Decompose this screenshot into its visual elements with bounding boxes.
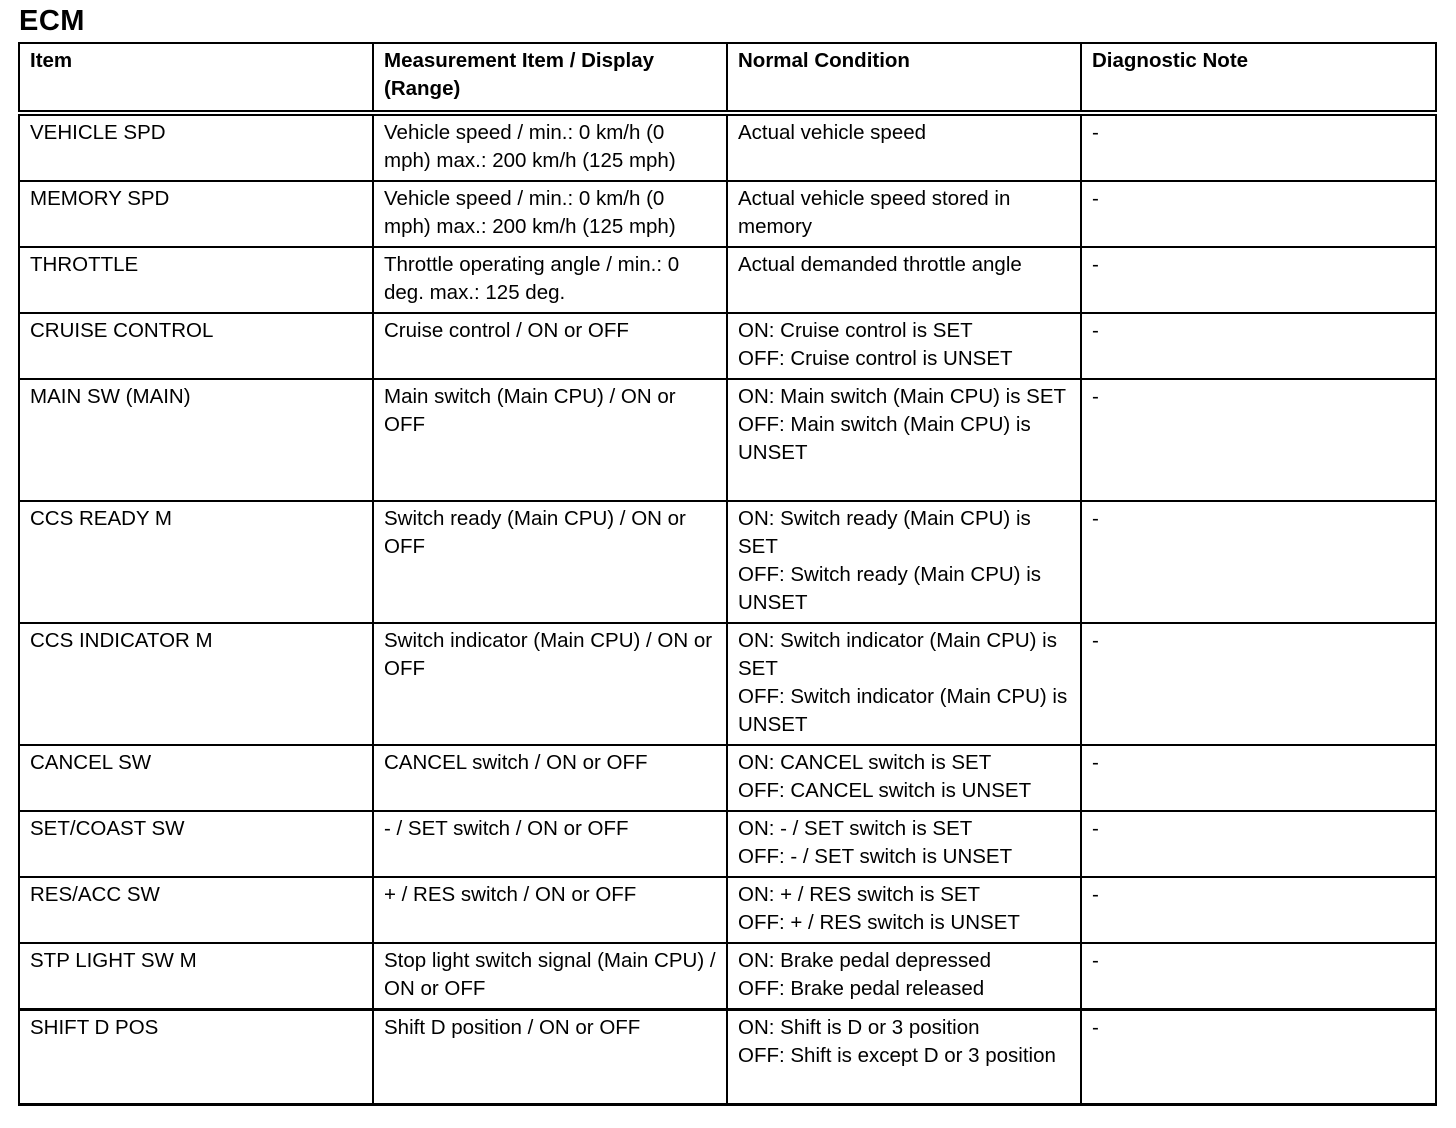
measurement-cell: Shift D position / ON or OFF xyxy=(373,1010,727,1105)
condition-cell: Actual demanded throttle angle xyxy=(727,247,1081,313)
condition-cell: ON: Brake pedal depressed OFF: Brake pedal released xyxy=(727,943,1081,1010)
item-cell: SHIFT D POS xyxy=(19,1010,373,1105)
header-normal-condition: Normal Condition xyxy=(727,43,1081,113)
table-row xyxy=(19,501,1436,623)
note-cell: - xyxy=(1081,811,1436,877)
note-cell: - xyxy=(1081,943,1436,1010)
header-measurement-item: Measurement Item / Display (Range) xyxy=(373,43,727,113)
table-row xyxy=(19,745,1436,811)
condition-cell: ON: - / SET switch is SET OFF: - / SET switch is UNSET xyxy=(727,811,1081,877)
note-cell: - xyxy=(1081,181,1436,247)
item-cell: THROTTLE xyxy=(19,247,373,313)
table-row xyxy=(19,623,1436,745)
measurement-cell: Switch ready (Main CPU) / ON or OFF xyxy=(373,501,727,623)
table-row xyxy=(19,943,1436,1010)
condition-cell: ON: Switch ready (Main CPU) is SET OFF: Switch ready (Main CPU) is UNSET xyxy=(727,501,1081,623)
header-diagnostic-note: Diagnostic Note xyxy=(1081,43,1436,113)
item-cell: RES/ACC SW xyxy=(19,877,373,943)
measurement-cell: CANCEL switch / ON or OFF xyxy=(373,745,727,811)
item-cell: MAIN SW (MAIN) xyxy=(19,379,373,501)
table-row xyxy=(19,811,1436,877)
note-cell: - xyxy=(1081,379,1436,501)
item-cell: CCS READY M xyxy=(19,501,373,623)
condition-cell: ON: Main switch (Main CPU) is SET OFF: Main switch (Main CPU) is UNSET xyxy=(727,379,1081,501)
item-cell: VEHICLE SPD xyxy=(19,113,373,181)
note-cell: - xyxy=(1081,501,1436,623)
table-row xyxy=(19,313,1436,379)
measurement-cell: + / RES switch / ON or OFF xyxy=(373,877,727,943)
item-cell: CCS INDICATOR M xyxy=(19,623,373,745)
condition-cell: ON: Switch indicator (Main CPU) is SET OFF: Switch indicator (Main CPU) is UNSET xyxy=(727,623,1081,745)
item-cell: CRUISE CONTROL xyxy=(19,313,373,379)
condition-cell: ON: + / RES switch is SET OFF: + / RES switch is UNSET xyxy=(727,877,1081,943)
header-item: Item xyxy=(19,43,373,113)
measurement-cell: Cruise control / ON or OFF xyxy=(373,313,727,379)
condition-cell: ON: Shift is D or 3 position OFF: Shift is except D or 3 position xyxy=(727,1010,1081,1105)
measurement-cell: Switch indicator (Main CPU) / ON or OFF xyxy=(373,623,727,745)
item-cell: CANCEL SW xyxy=(19,745,373,811)
table-row xyxy=(19,181,1436,247)
item-cell: SET/COAST SW xyxy=(19,811,373,877)
note-cell: - xyxy=(1081,623,1436,745)
measurement-cell: Throttle operating angle / min.: 0 deg. max.: 125 deg. xyxy=(373,247,727,313)
table-row xyxy=(19,1010,1436,1105)
note-cell: - xyxy=(1081,877,1436,943)
table-row xyxy=(19,379,1436,501)
table-row xyxy=(19,247,1436,313)
note-cell: - xyxy=(1081,1010,1436,1105)
note-cell: - xyxy=(1081,247,1436,313)
page-title: ECM xyxy=(19,5,85,37)
ecm-data-table xyxy=(18,42,1437,1106)
condition-cell: Actual vehicle speed xyxy=(727,113,1081,181)
note-cell: - xyxy=(1081,113,1436,181)
note-cell: - xyxy=(1081,313,1436,379)
measurement-cell: - / SET switch / ON or OFF xyxy=(373,811,727,877)
condition-cell: ON: Cruise control is SET OFF: Cruise control is UNSET xyxy=(727,313,1081,379)
table-row xyxy=(19,877,1436,943)
table-header-row xyxy=(19,43,1436,113)
measurement-cell: Vehicle speed / min.: 0 km/h (0 mph) max.: 200 km/h (125 mph) xyxy=(373,181,727,247)
note-cell: - xyxy=(1081,745,1436,811)
item-cell: STP LIGHT SW M xyxy=(19,943,373,1010)
measurement-cell: Main switch (Main CPU) / ON or OFF xyxy=(373,379,727,501)
condition-cell: Actual vehicle speed stored in memory xyxy=(727,181,1081,247)
measurement-cell: Stop light switch signal (Main CPU) / ON or OFF xyxy=(373,943,727,1010)
condition-cell: ON: CANCEL switch is SET OFF: CANCEL switch is UNSET xyxy=(727,745,1081,811)
measurement-cell: Vehicle speed / min.: 0 km/h (0 mph) max.: 200 km/h (125 mph) xyxy=(373,113,727,181)
table-row xyxy=(19,113,1436,181)
item-cell: MEMORY SPD xyxy=(19,181,373,247)
